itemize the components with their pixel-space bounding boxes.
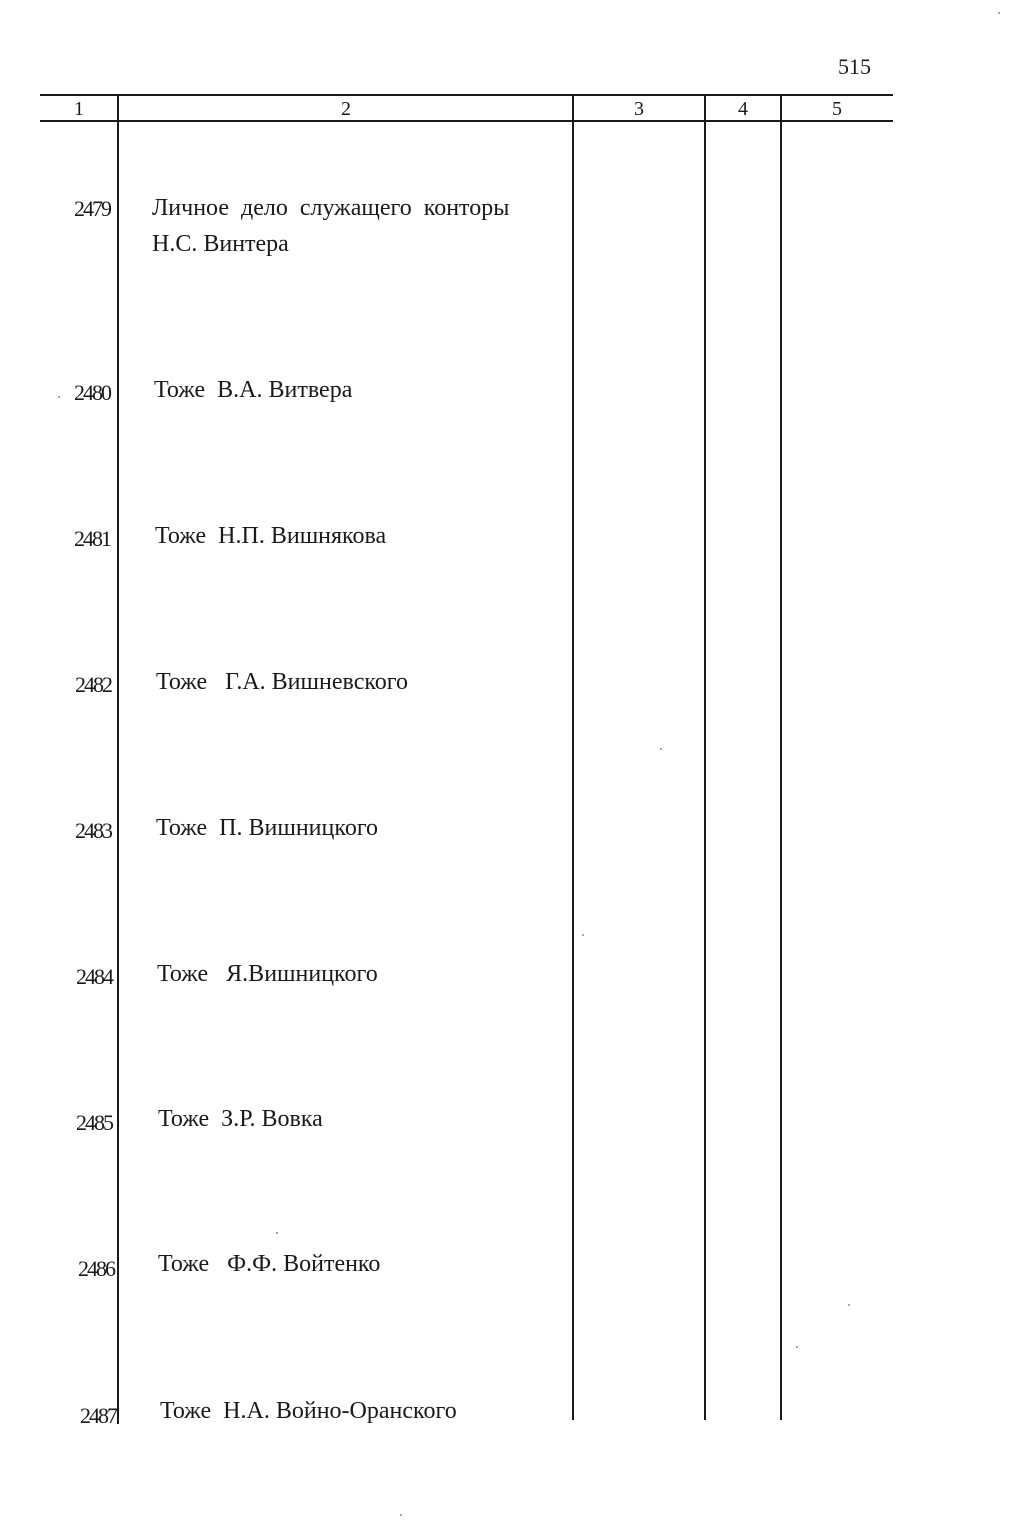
row-number: 2480 <box>74 380 110 405</box>
row-description: Тоже Я.Вишницкого <box>157 961 378 987</box>
scan-speck <box>660 748 662 750</box>
row-description: Тоже З.Р. Вовка <box>158 1106 323 1132</box>
row-number: 2485 <box>76 1110 112 1135</box>
scan-speck <box>58 396 60 398</box>
description-line: Личное дело служащего конторы <box>152 195 510 221</box>
column-rule-2 <box>572 94 574 1420</box>
row-number: 2479 <box>74 196 110 221</box>
row-number: 2484 <box>76 964 112 989</box>
row-number: 2481 <box>74 526 110 551</box>
row-number: 2482 <box>75 672 111 697</box>
column-header-3: 3 <box>634 98 644 120</box>
page-number: 515 <box>838 54 871 79</box>
column-header-4: 4 <box>738 98 748 120</box>
column-rule-3 <box>704 94 706 1420</box>
row-description: Тоже Н.П. Вишнякова <box>155 523 387 549</box>
scan-speck <box>848 1304 850 1306</box>
row-number: 2487 <box>80 1403 116 1428</box>
scan-speck <box>998 12 1000 14</box>
scan-speck <box>582 934 584 936</box>
row-number: 2483 <box>75 818 111 843</box>
column-rule-4 <box>780 94 782 1420</box>
column-rule-1 <box>117 94 119 1424</box>
description-line: Н.С. Винтера <box>152 231 289 257</box>
row-description: Тоже Ф.Ф. Войтенко <box>158 1251 381 1277</box>
row-description <box>152 190 562 262</box>
column-header-1: 1 <box>74 98 84 120</box>
row-number: 2486 <box>78 1256 114 1281</box>
row-description: Тоже П. Вишницкого <box>156 815 379 841</box>
scan-speck <box>796 1346 798 1348</box>
scan-speck <box>276 1232 278 1234</box>
row-description: Тоже Г.А. Вишневского <box>156 669 409 695</box>
column-header-2: 2 <box>341 98 351 120</box>
column-header-5: 5 <box>832 98 842 120</box>
row-description: Тоже В.А. Витвера <box>154 377 353 403</box>
row-description: Тоже Н.А. Войно-Оранского <box>160 1398 457 1424</box>
table-top-rule <box>40 94 893 96</box>
scan-speck <box>400 1514 402 1516</box>
